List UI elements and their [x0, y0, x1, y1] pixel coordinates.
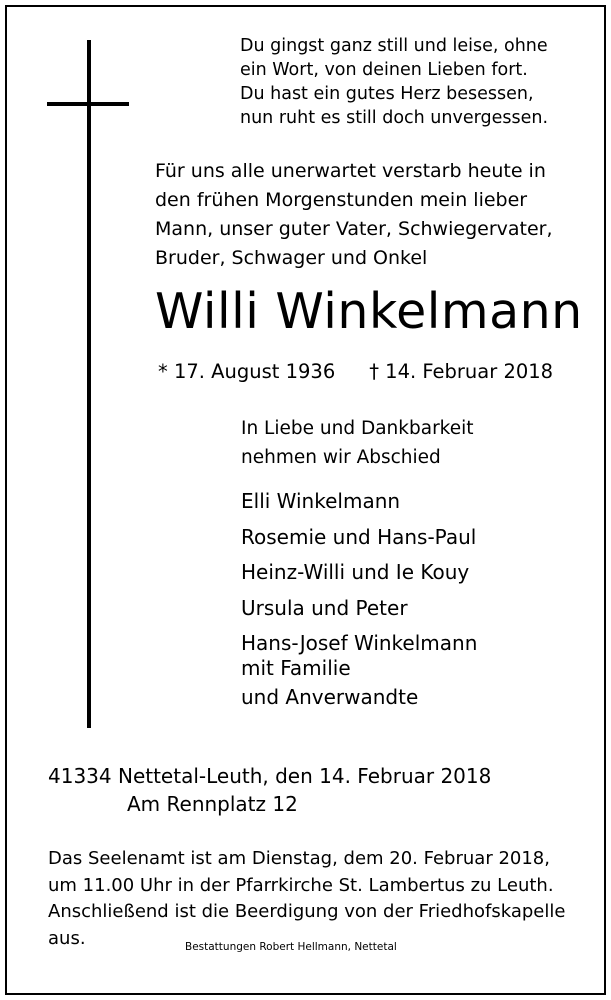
mourner: und Anverwandte — [241, 684, 419, 709]
poem-line: ein Wort, von deinen Lieben fort. — [240, 60, 528, 80]
mourner: mit Familie — [241, 655, 351, 680]
cross-icon-bar — [47, 102, 129, 106]
announcement-line: den frühen Morgenstunden mein lieber — [155, 189, 528, 211]
mourner: Rosemie und Hans-Paul — [241, 524, 477, 549]
service-line: Anschließend ist die Beerdigung von der Friedhofskapelle — [48, 901, 566, 922]
farewell-text — [241, 414, 474, 472]
street-address: Am Rennplatz 12 — [127, 792, 298, 816]
service-line: aus. — [48, 927, 86, 949]
undertaker-credit: Bestattungen Robert Hellmann, Nettetal — [185, 941, 397, 953]
poem — [240, 34, 548, 130]
death-date: † 14. Februar 2018 — [369, 360, 554, 383]
deceased-name: Willi Winkelmann — [155, 283, 583, 340]
poem-line: Du hast ein gutes Herz besessen, — [240, 84, 534, 104]
mourner: Ursula und Peter — [241, 595, 408, 620]
announcement-line: Für uns alle unerwartet verstarb heute in — [155, 160, 546, 182]
announcement-line: Mann, unser guter Vater, Schwiegervater, — [155, 218, 553, 240]
place-and-date: 41334 Nettetal-Leuth, den 14. Februar 2018 — [48, 764, 492, 788]
death-announcement — [155, 157, 553, 273]
cross-icon — [87, 40, 91, 728]
service-information — [48, 846, 568, 952]
life-dates — [158, 358, 553, 386]
mourner: Elli Winkelmann — [241, 489, 401, 513]
mourners-list — [241, 484, 477, 715]
farewell-line: In Liebe und Dankbarkeit — [241, 418, 474, 439]
mourner: Hans-Josef Winkelmann — [241, 631, 478, 655]
mourner: Heinz-Willi und Ie Kouy — [241, 560, 470, 584]
farewell-line: nehmen wir Abschied — [241, 447, 441, 468]
service-line: Das Seelenamt ist am Dienstag, dem 20. Februar 2018, — [48, 848, 550, 869]
birth-date: * 17. August 1936 — [158, 360, 336, 383]
announcement-line: Bruder, Schwager und Onkel — [155, 247, 428, 269]
poem-line: Du gingst ganz still und leise, ohne — [240, 36, 548, 56]
service-line: um 11.00 Uhr in der Pfarrkirche St. Lambertus zu Leuth. — [48, 874, 554, 896]
poem-line: nun ruht es still doch unvergessen. — [240, 108, 549, 128]
